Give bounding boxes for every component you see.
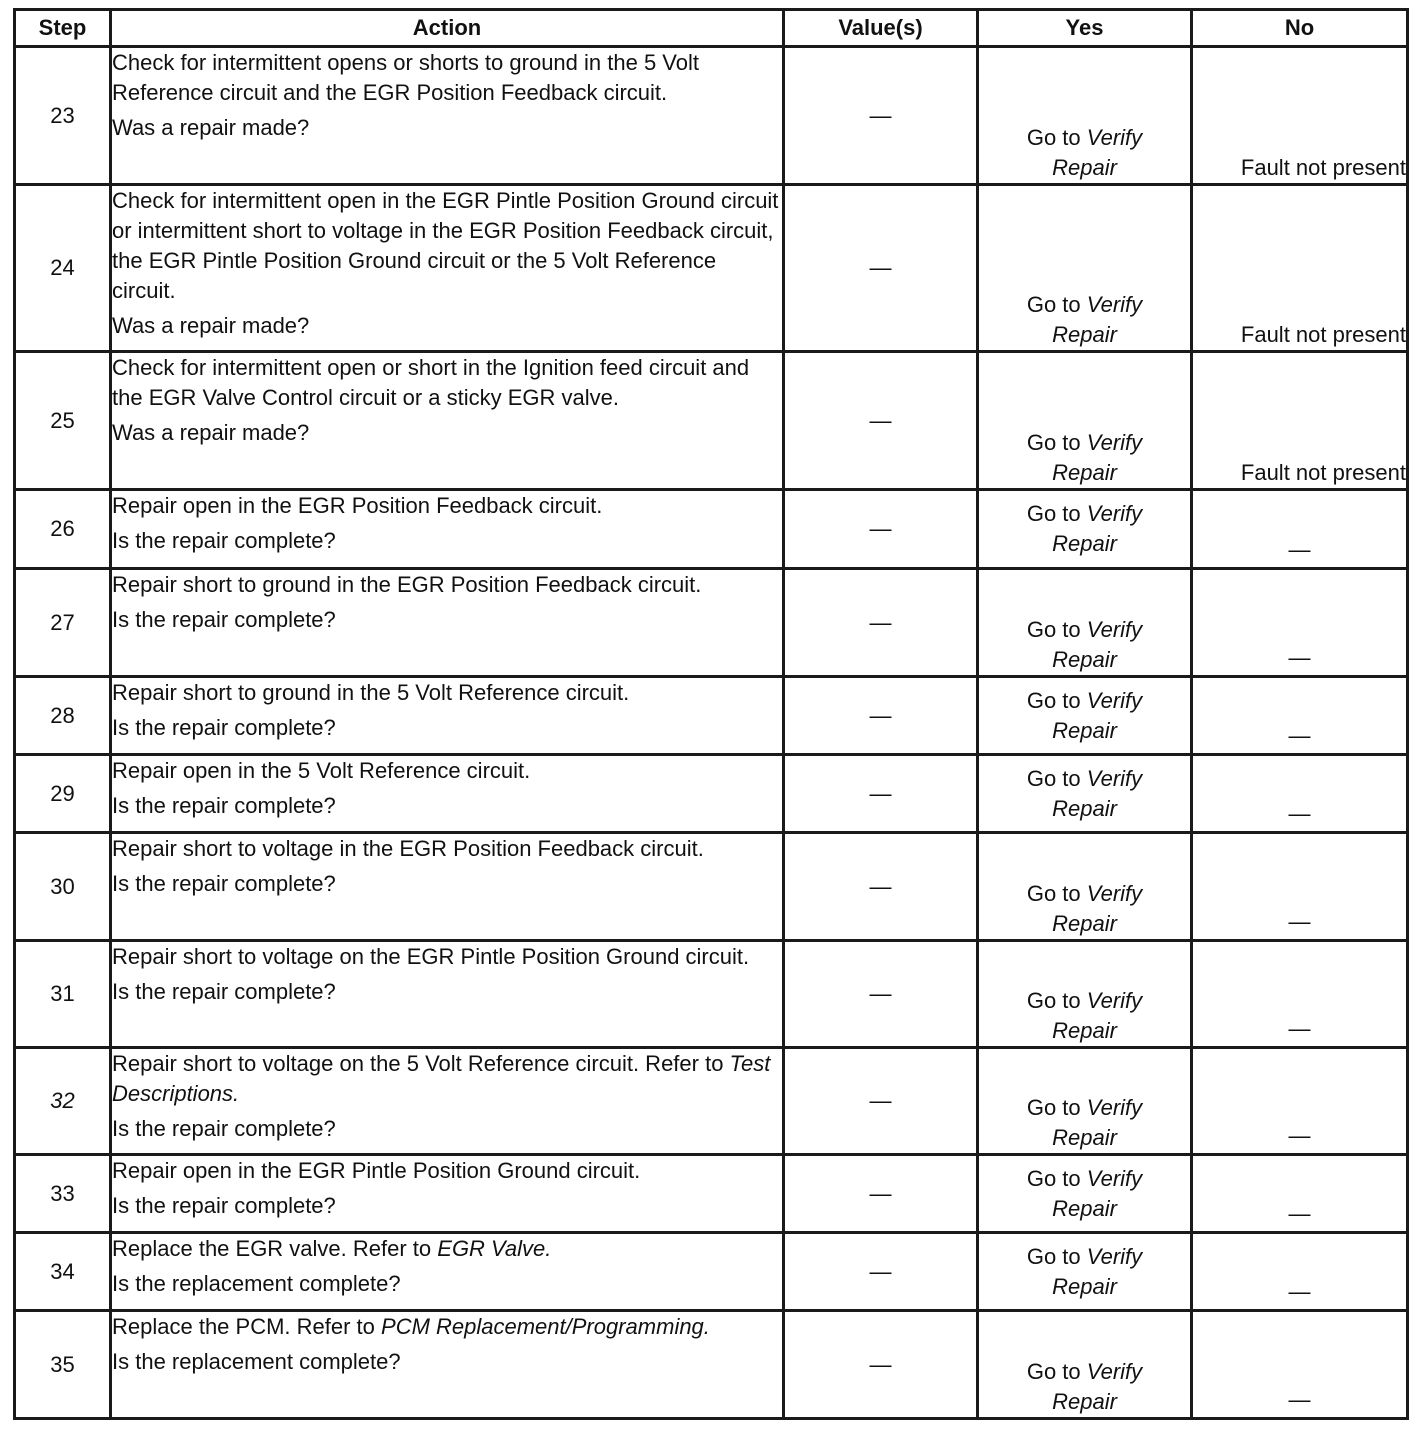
question-text: Is the repair complete? — [112, 793, 336, 818]
verify-repair-link[interactable]: Repair — [1052, 460, 1117, 485]
no-cell: — — [1192, 833, 1408, 941]
question-text: Was a repair made? — [112, 115, 310, 140]
verify-repair-link[interactable]: Verify — [1086, 125, 1143, 150]
table-row — [15, 185, 1408, 352]
verify-repair-link[interactable]: Repair — [1052, 1273, 1117, 1299]
action-cell — [111, 490, 784, 569]
action-cell — [111, 1233, 784, 1311]
value-cell: — — [784, 833, 978, 941]
action-text-main: Replace the PCM. Refer to — [112, 1314, 382, 1339]
verify-repair-link[interactable]: Repair — [1052, 1389, 1117, 1414]
no-cell: — — [1192, 1048, 1408, 1155]
value-cell: — — [784, 185, 978, 352]
no-cell: — — [1192, 677, 1408, 755]
action-text: Repair open in the EGR Position Feedback circuit. — [112, 493, 603, 518]
yes-prefix: Go to — [1026, 617, 1087, 642]
yes-cell[interactable] — [978, 1233, 1192, 1311]
verify-repair-link[interactable]: Verify — [1086, 1095, 1143, 1120]
verify-repair-link[interactable]: Verify — [1086, 765, 1143, 791]
table-row — [15, 941, 1408, 1048]
verify-repair-link[interactable]: Repair — [1052, 155, 1117, 180]
no-cell: — — [1192, 1233, 1408, 1311]
yes-cell[interactable] — [978, 47, 1192, 185]
table-row — [15, 1233, 1408, 1311]
verify-repair-link[interactable]: Verify — [1086, 988, 1143, 1013]
action-cell — [111, 185, 784, 352]
action-text — [112, 1234, 782, 1264]
table-row — [15, 1048, 1408, 1155]
no-cell: — — [1192, 1311, 1408, 1419]
step-number: 33 — [15, 1155, 111, 1233]
verify-repair-link[interactable]: Verify — [1086, 881, 1143, 906]
action-cell — [111, 833, 784, 941]
action-cell — [111, 941, 784, 1048]
step-number: 34 — [15, 1233, 111, 1311]
no-cell: — — [1192, 755, 1408, 833]
yes-prefix: Go to — [1026, 988, 1087, 1013]
action-text: Check for intermittent open in the EGR Pintle Position Ground circuit or intermittent short to voltage in the EGR Position Feedback circuit, the EGR Pintle Position Ground circuit or the 5 Volt Reference circuit. — [112, 188, 779, 303]
step-number: 26 — [15, 490, 111, 569]
action-text: Check for intermittent opens or shorts to ground in the 5 Volt Reference circuit and the EGR Position Feedback circuit. — [112, 50, 699, 105]
yes-cell[interactable] — [978, 941, 1192, 1048]
verify-repair-link[interactable]: Repair — [1052, 795, 1117, 821]
question-text: Is the repair complete? — [112, 528, 336, 553]
yes-cell[interactable] — [978, 569, 1192, 677]
header-value: Value(s) — [784, 10, 978, 47]
step-number: 29 — [15, 755, 111, 833]
no-cell: — — [1192, 569, 1408, 677]
yes-prefix: Go to — [1026, 1359, 1087, 1384]
verify-repair-link[interactable]: Repair — [1052, 911, 1117, 936]
verify-repair-link[interactable]: Verify — [1086, 1243, 1143, 1269]
action-text: Check for intermittent open or short in the Ignition feed circuit and the EGR Valve Control circuit or a sticky EGR valve. — [112, 355, 750, 410]
verify-repair-link[interactable]: Repair — [1052, 1018, 1117, 1043]
verify-repair-link[interactable]: Verify — [1086, 430, 1143, 455]
yes-cell[interactable] — [978, 185, 1192, 352]
no-cell: Fault not present — [1192, 47, 1408, 185]
verify-repair-link[interactable]: Verify — [1086, 1165, 1143, 1191]
value-cell: — — [784, 677, 978, 755]
header-row — [15, 10, 1408, 47]
table-row — [15, 833, 1408, 941]
value-cell: — — [784, 755, 978, 833]
pcm-replacement-link[interactable]: PCM Replacement/Programming. — [381, 1314, 710, 1339]
table-row — [15, 1155, 1408, 1233]
verify-repair-link[interactable]: Repair — [1052, 1195, 1117, 1221]
header-yes: Yes — [978, 10, 1192, 47]
verify-repair-link[interactable]: Repair — [1052, 717, 1117, 743]
table-row — [15, 490, 1408, 569]
no-cell: — — [1192, 941, 1408, 1048]
table-row — [15, 47, 1408, 185]
value-cell: — — [784, 1311, 978, 1419]
table-row — [15, 569, 1408, 677]
action-cell — [111, 1311, 784, 1419]
value-cell: — — [784, 569, 978, 677]
verify-repair-link[interactable]: Repair — [1052, 531, 1117, 556]
yes-prefix: Go to — [1026, 1165, 1087, 1191]
step-number: 27 — [15, 569, 111, 677]
test-descriptions-link[interactable]: Test Descriptions. — [112, 1051, 771, 1106]
action-text: Repair short to voltage on the EGR Pintle Position Ground circuit. — [112, 944, 750, 969]
step-number: 30 — [15, 833, 111, 941]
yes-prefix: Go to — [1026, 1095, 1087, 1120]
value-cell: — — [784, 352, 978, 490]
verify-repair-link[interactable]: Repair — [1052, 647, 1117, 672]
value-cell: — — [784, 1233, 978, 1311]
action-cell — [111, 1155, 784, 1233]
verify-repair-link[interactable]: Verify — [1086, 617, 1143, 642]
verify-repair-link[interactable]: Verify — [1086, 1359, 1143, 1384]
action-text — [112, 1049, 782, 1109]
question-text: Was a repair made? — [112, 313, 310, 338]
table-row — [15, 1311, 1408, 1419]
action-cell — [111, 352, 784, 490]
table-row — [15, 352, 1408, 490]
header-action: Action — [111, 10, 784, 47]
step-number: 24 — [15, 185, 111, 352]
value-cell: — — [784, 1155, 978, 1233]
action-text: Repair open in the 5 Volt Reference circuit. — [112, 758, 531, 783]
verify-repair-link[interactable]: Verify — [1086, 292, 1143, 317]
question-text: Was a repair made? — [112, 420, 310, 445]
action-text: Repair open in the EGR Pintle Position Ground circuit. — [112, 1158, 641, 1183]
question-text: Is the repair complete? — [112, 607, 336, 632]
yes-prefix: Go to — [1026, 1243, 1087, 1269]
step-number: 31 — [15, 941, 111, 1048]
question-text: Is the replacement complete? — [112, 1349, 401, 1374]
question-text: Is the repair complete? — [112, 1116, 336, 1141]
yes-cell[interactable] — [978, 352, 1192, 490]
header-no: No — [1192, 10, 1408, 47]
egr-valve-link[interactable]: EGR Valve. — [437, 1236, 552, 1261]
header-step: Step — [15, 10, 111, 47]
value-cell: — — [784, 490, 978, 569]
step-number: 35 — [15, 1311, 111, 1419]
question-text: Is the repair complete? — [112, 715, 336, 740]
value-cell: — — [784, 1048, 978, 1155]
action-text: Repair short to ground in the EGR Position Feedback circuit. — [112, 572, 702, 597]
no-cell: — — [1192, 1155, 1408, 1233]
no-cell: Fault not present — [1192, 185, 1408, 352]
action-cell — [111, 569, 784, 677]
step-number: 32 — [15, 1048, 111, 1155]
yes-prefix: Go to — [1026, 687, 1087, 713]
action-text-main: Repair short to voltage on the 5 Volt Reference circuit. Refer to — [112, 1051, 730, 1076]
yes-cell[interactable] — [978, 1311, 1192, 1419]
question-text: Is the repair complete? — [112, 871, 336, 896]
value-cell: — — [784, 47, 978, 185]
step-number: 23 — [15, 47, 111, 185]
action-text — [112, 1312, 782, 1342]
action-cell — [111, 47, 784, 185]
yes-cell[interactable] — [978, 490, 1192, 569]
action-text: Repair short to ground in the 5 Volt Reference circuit. — [112, 680, 630, 705]
yes-cell[interactable] — [978, 833, 1192, 941]
verify-repair-link[interactable]: Repair — [1052, 322, 1117, 347]
yes-prefix: Go to — [1026, 430, 1087, 455]
yes-cell[interactable] — [978, 1155, 1192, 1233]
value-cell: — — [784, 941, 978, 1048]
no-cell: — — [1192, 490, 1408, 569]
yes-cell[interactable] — [978, 755, 1192, 833]
verify-repair-link[interactable]: Verify — [1086, 687, 1143, 713]
step-number: 28 — [15, 677, 111, 755]
yes-cell[interactable] — [978, 1048, 1192, 1155]
yes-cell[interactable] — [978, 677, 1192, 755]
question-text: Is the replacement complete? — [112, 1271, 401, 1296]
action-text: Repair short to voltage in the EGR Position Feedback circuit. — [112, 836, 704, 861]
yes-prefix: Go to — [1026, 881, 1087, 906]
table-row — [15, 677, 1408, 755]
no-cell: Fault not present — [1192, 352, 1408, 490]
yes-prefix: Go to — [1026, 501, 1087, 526]
action-cell — [111, 677, 784, 755]
question-text: Is the repair complete? — [112, 1193, 336, 1218]
step-number: 25 — [15, 352, 111, 490]
yes-prefix: Go to — [1026, 125, 1087, 150]
verify-repair-link[interactable]: Repair — [1052, 1125, 1117, 1150]
verify-repair-link[interactable]: Verify — [1086, 501, 1143, 526]
action-text-main: Replace the EGR valve. Refer to — [112, 1236, 438, 1261]
diagnostic-table — [13, 8, 1409, 1420]
yes-prefix: Go to — [1026, 292, 1087, 317]
table-row — [15, 755, 1408, 833]
action-cell — [111, 1048, 784, 1155]
action-cell — [111, 755, 784, 833]
yes-prefix: Go to — [1026, 765, 1087, 791]
question-text: Is the repair complete? — [112, 979, 336, 1004]
